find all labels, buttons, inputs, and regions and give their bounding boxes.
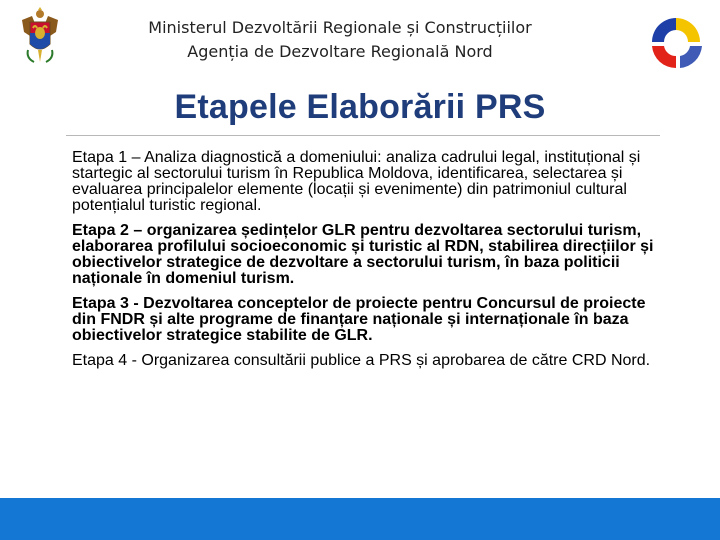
adr-nord-logo-icon bbox=[644, 10, 708, 74]
header bbox=[70, 16, 610, 64]
stages-list bbox=[72, 150, 662, 378]
page-title: Etapele Elaborării PRS bbox=[174, 88, 546, 126]
stage-4: Etapa 4 - Organizarea consultării publice a PRS și aprobarea de către CRD Nord. bbox=[72, 352, 651, 369]
agency-name: Agenția de Dezvoltare Regională Nord bbox=[187, 42, 493, 61]
stage-3: Etapa 3 - Dezvoltarea conceptelor de proiecte pentru Concursul de proiecte din FNDR și alte programe de finanțare naționale și internaționale în baza obiectivelor strategice stabilite de GLR. bbox=[72, 295, 646, 344]
stage-2: Etapa 2 – organizarea ședințelor GLR pentru dezvoltarea sectorului turism, elaborarea profilului socioeconomic și turistic al RDN, stabilirea direcțiilor și obiectivelor strategice de dezvoltare a sectorului turism, în baza politicii naționale în domeniul turism. bbox=[72, 222, 654, 287]
footer-bar bbox=[0, 498, 720, 540]
ministry-name: Ministerul Dezvoltării Regionale și Construcțiilor bbox=[148, 18, 532, 37]
stage-1: Etapa 1 – Analiza diagnostică a domeniului: analiza cadrului legal, instituțional și startegic al sectorului turism în Republica Moldova, identificarea, selectarea și evaluarea principalelor elemente (locații și evenimente) din patrimoniul cultural potențialul turistic regional. bbox=[72, 149, 641, 214]
title-divider bbox=[66, 135, 660, 136]
moldova-coat-of-arms-icon bbox=[16, 6, 64, 68]
